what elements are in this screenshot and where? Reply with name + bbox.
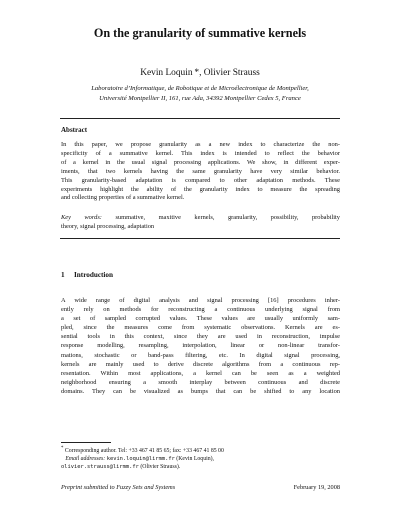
body-line: kernels are mainly used to derive discrete algorithms from a continuous rep-: [61, 360, 340, 368]
abstract-body: [61, 141, 340, 203]
introduction-body: [61, 296, 340, 396]
body-line: neighborhood ensuring a smooth interplay between continuous and discrete: [61, 378, 340, 386]
body-line: sential tools in this context, since they are used in reconstruction, impulse: [61, 333, 340, 341]
affiliation-line: Laboratoire d’Informatique, de Robotique et de Microélectronique de Montpellier,: [91, 85, 309, 92]
body-line: domains. They can be visualized as bumps that can be shifted to any location: [61, 387, 340, 395]
keywords-label: Key words:: [61, 214, 102, 221]
keywords-line: theory, signal processing, adaptation: [61, 222, 155, 230]
email-label: Email addresses:: [65, 456, 106, 463]
affiliation: [40, 84, 360, 104]
body-line: A wide range of digital analysis and signal processing [16] procedures inher-: [61, 297, 340, 304]
affiliation-line: Université Montpellier II, 161, rue Ada, 34392 Montpellier Cedex 5, France: [99, 95, 301, 102]
section-title: Introduction: [74, 271, 114, 279]
abstract-top-rule: [60, 118, 340, 119]
footnote-mark: *: [61, 446, 64, 451]
email-link[interactable]: olivier.strauss@lirmm.fr: [61, 464, 139, 471]
abstract-line: In this paper, we propose granularity as a new index to characterize the non-: [61, 141, 340, 148]
footnote-line: [61, 455, 340, 463]
preprint-date: February 19, 2008: [293, 484, 340, 491]
email-owner: (Olivier Strauss).: [138, 464, 181, 471]
email-owner: (Kevin Loquin),: [174, 456, 214, 463]
footnote: [61, 445, 340, 472]
body-line: a set of sampled corrupted values. These values are usually uniformly sam-: [61, 315, 340, 323]
author-list: Kevin Loquin *, Olivier Strauss: [140, 68, 260, 78]
abstract-heading: Abstract: [61, 126, 88, 134]
keywords-line: [61, 214, 340, 223]
footnote-rule: [61, 442, 111, 443]
preprint-note: Preprint submitted to Fuzzy Sets and Systems: [61, 484, 176, 491]
body-line: mations, stochastic or band-pass filtering, etc. In digital signal processing,: [61, 351, 340, 359]
abstract-line: This granularity-based adaptation is compared to other adaptation methods. These: [61, 176, 340, 184]
abstract-line: of a kernel in the usual signal processing applications. We show, in different exper-: [61, 158, 340, 166]
footnote-contact: Corresponding author. Tel: +33 467 41 85 65; fax: +33 467 41 85 00: [63, 447, 224, 454]
email-link[interactable]: kevin.loquin@lirmm.fr: [106, 456, 175, 463]
abstract-line: iments, that two kernels having the same granularity have very similar behavior.: [61, 167, 340, 175]
section-number: 1: [61, 271, 65, 279]
footnote-line: [61, 463, 340, 471]
body-line: resentation. Within most applications, a kernel can be seen as a weighted: [61, 369, 340, 377]
keywords: [61, 214, 340, 232]
keywords-text: summative, maxitive kernels, granularity, possibility, probability: [101, 214, 341, 221]
paper-title: On the granularity of summative kernels: [93, 26, 307, 40]
abstract-line: and collecting properties of a summative kernel.: [61, 194, 185, 202]
body-line: response modelling, resampling, interpolation, linear or non-linear transfor-: [61, 342, 340, 350]
footnote-line: [61, 445, 340, 455]
abstract-bottom-rule: [60, 238, 340, 239]
abstract-line: experiments highlight the ability of the granularity index to measure the spreading: [61, 185, 340, 193]
abstract-line: specificity of a summative kernel. This index is intended to reflect the behavior: [61, 149, 340, 157]
section-heading: [61, 271, 113, 279]
body-line: pled, since the measures come from systematic observations. Kernels are es-: [61, 324, 340, 332]
body-line: ently rely on methods for reconstructing a continuous underlying signal from: [61, 306, 340, 314]
